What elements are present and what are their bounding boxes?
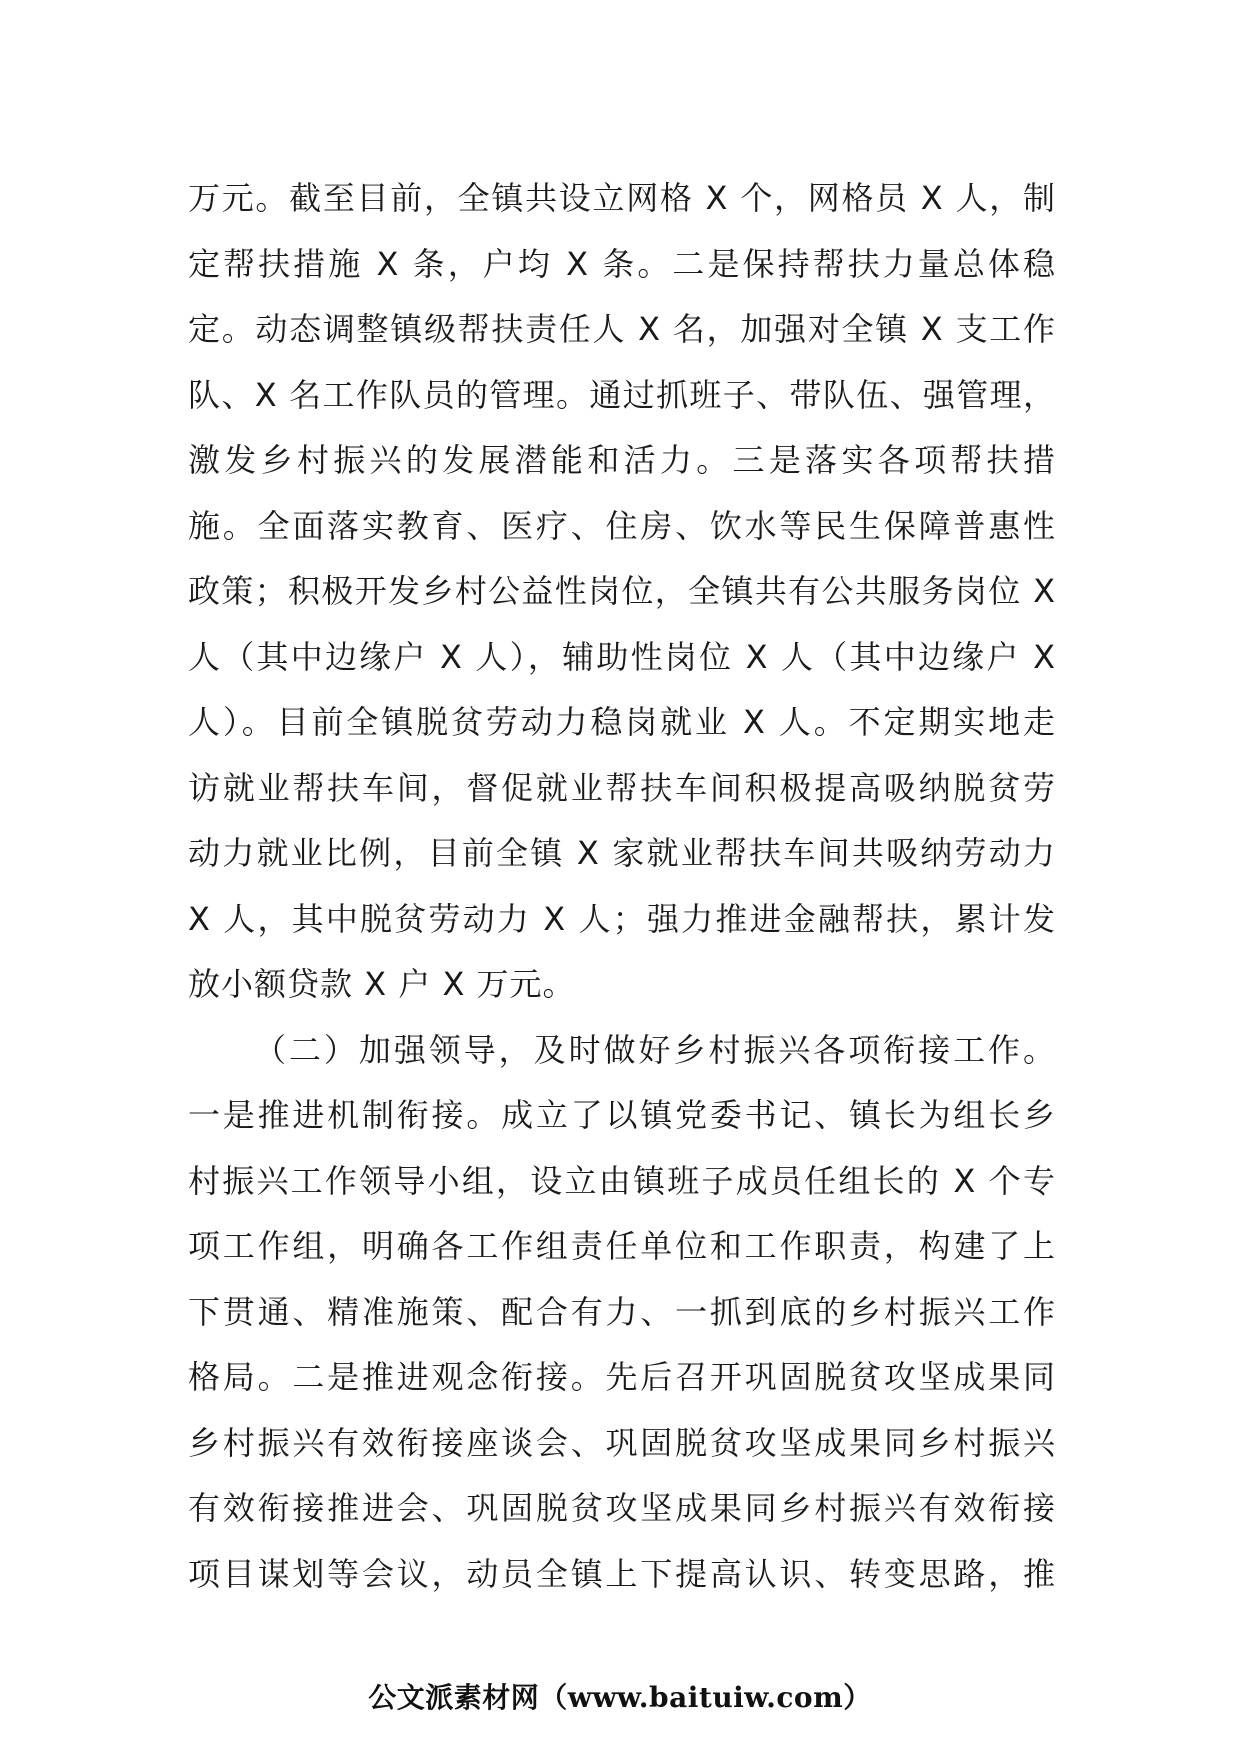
- text-line: 动力就业比例，目前全镇 X 家就业帮扶车间共吸纳劳动力: [188, 834, 1056, 872]
- text-line: 施。全面落实教育、医疗、住房、饮水等民生保障普惠性: [188, 506, 1056, 545]
- text-line: 下贯通、精准施策、配合有力、一抓到底的乡村振兴工作: [188, 1292, 1056, 1331]
- text-line: 项工作组，明确各工作组责任单位和工作职责，构建了上: [188, 1227, 1056, 1265]
- text-line: 人）。目前全镇脱贫劳动力稳岗就业 X 人。不定期实地走: [188, 703, 1056, 741]
- text-line: 万元。截至目前，全镇共设立网格 X 个，网格员 X 人，制: [188, 179, 1056, 217]
- section-heading: （二）加强领导，及时做好乡村振兴各项衔接工作。: [254, 1030, 1056, 1069]
- text-line: 定。动态调整镇级帮扶责任人 X 名，加强对全镇 X 支工作: [188, 310, 1056, 348]
- text-line: 激发乡村振兴的发展潜能和活力。三是落实各项帮扶措: [188, 441, 1056, 479]
- text-line: 放小额贷款 X 户 X 万元。: [188, 965, 576, 1003]
- text-line: 人（其中边缘户 X 人），辅助性岗位 X 人（其中边缘户 X: [188, 637, 1056, 676]
- text-line: 政策；积极开发乡村公益性岗位，全镇共有公共服务岗位 X: [188, 572, 1056, 610]
- text-line: 一是推进机制衔接。成立了以镇党委书记、镇长为组长乡: [188, 1096, 1056, 1134]
- footer-watermark: 公文派素材网（www.baituiw.com）: [368, 1681, 872, 1714]
- text-line: X 人，其中脱贫劳动力 X 人；强力推进金融帮扶，累计发: [188, 899, 1056, 938]
- text-line: 访就业帮扶车间，督促就业帮扶车间积极提高吸纳脱贫劳: [188, 768, 1056, 807]
- text-line: 有效衔接推进会、巩固脱贫攻坚成果同乡村振兴有效衔接: [188, 1489, 1056, 1527]
- text-line: 村振兴工作领导小组，设立由镇班子成员任组长的 X 个专: [188, 1161, 1056, 1200]
- text-line: 乡村振兴有效衔接座谈会、巩固脱贫攻坚成果同乡村振兴: [188, 1423, 1056, 1462]
- text-line: 定帮扶措施 X 条，户均 X 条。二是保持帮扶力量总体稳: [188, 244, 1056, 283]
- body-text: [188, 166, 1056, 1607]
- text-line: 项目谋划等会议，动员全镇上下提高认识、转变思路，推: [188, 1554, 1056, 1593]
- text-line: 格局。二是推进观念衔接。先后召开巩固脱贫攻坚成果同: [188, 1358, 1056, 1396]
- text-line: 队、X 名工作队员的管理。通过抓班子、带队伍、强管理，: [188, 375, 1056, 414]
